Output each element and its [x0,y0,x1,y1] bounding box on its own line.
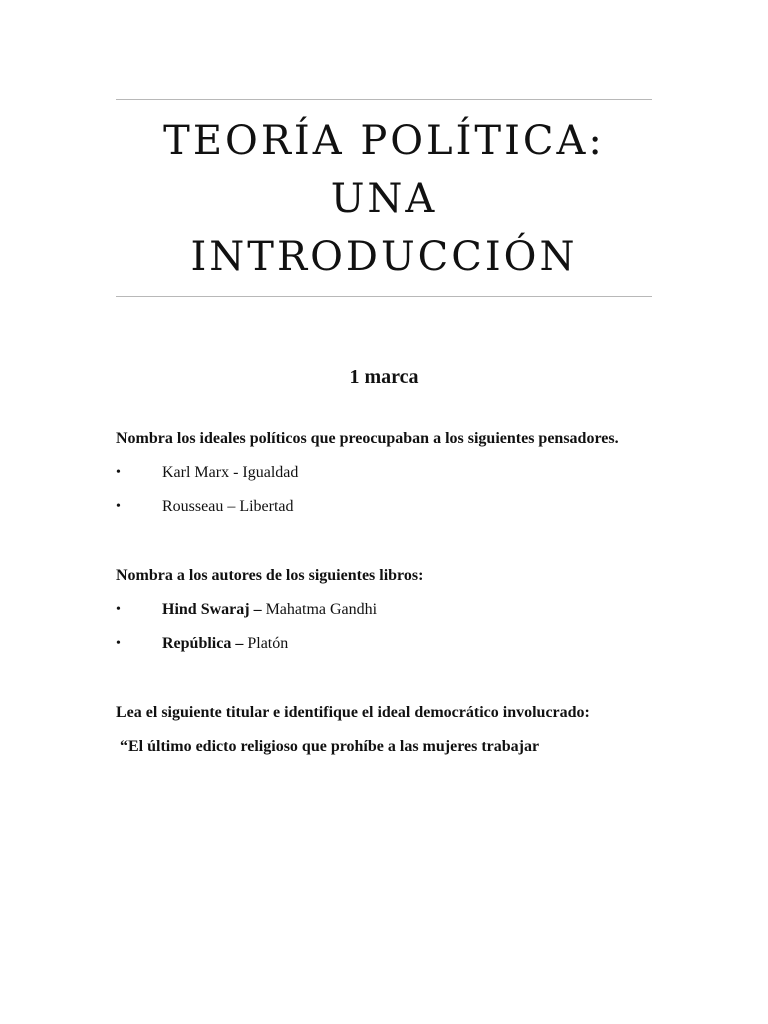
title-line-1: TEORÍA POLÍTICA: [163,118,605,164]
book-author: Platón [243,635,289,652]
question-2-prompt: Nombra a los autores de los siguientes libros: [116,567,424,584]
list-item [116,490,656,524]
question-content [116,422,656,764]
bullet-icon: • [116,602,121,617]
list-item-text: Rousseau – Libertad [162,498,294,515]
title-line-2: UNA [330,176,438,222]
list-item [116,627,656,661]
question-1-list [116,456,656,524]
document-title [116,112,652,286]
list-item [116,456,656,490]
book-title: Hind Swaraj – [162,601,262,618]
list-item-text: Karl Marx - Igualdad [162,464,299,481]
headline-quote: “El último edicto religioso que prohíbe a las mujeres trabajar [120,738,540,755]
bottom-divider [116,296,652,297]
top-divider [116,99,652,100]
question-1-prompt: Nombra los ideales políticos que preocupaban a los siguientes pensadores. [116,430,619,447]
marks-heading: 1 marca [349,366,419,388]
bullet-icon: • [116,636,121,651]
title-line-3: INTRODUCCIÓN [190,234,578,280]
book-title: República – [162,635,244,652]
question-2-list [116,593,656,661]
book-author: Mahatma Gandhi [261,601,378,618]
list-item [116,593,656,627]
bullet-icon: • [116,465,121,480]
question-3-prompt: Lea el siguiente titular e identifique el ideal democrático involucrado: [116,704,590,721]
bullet-icon: • [116,499,121,514]
